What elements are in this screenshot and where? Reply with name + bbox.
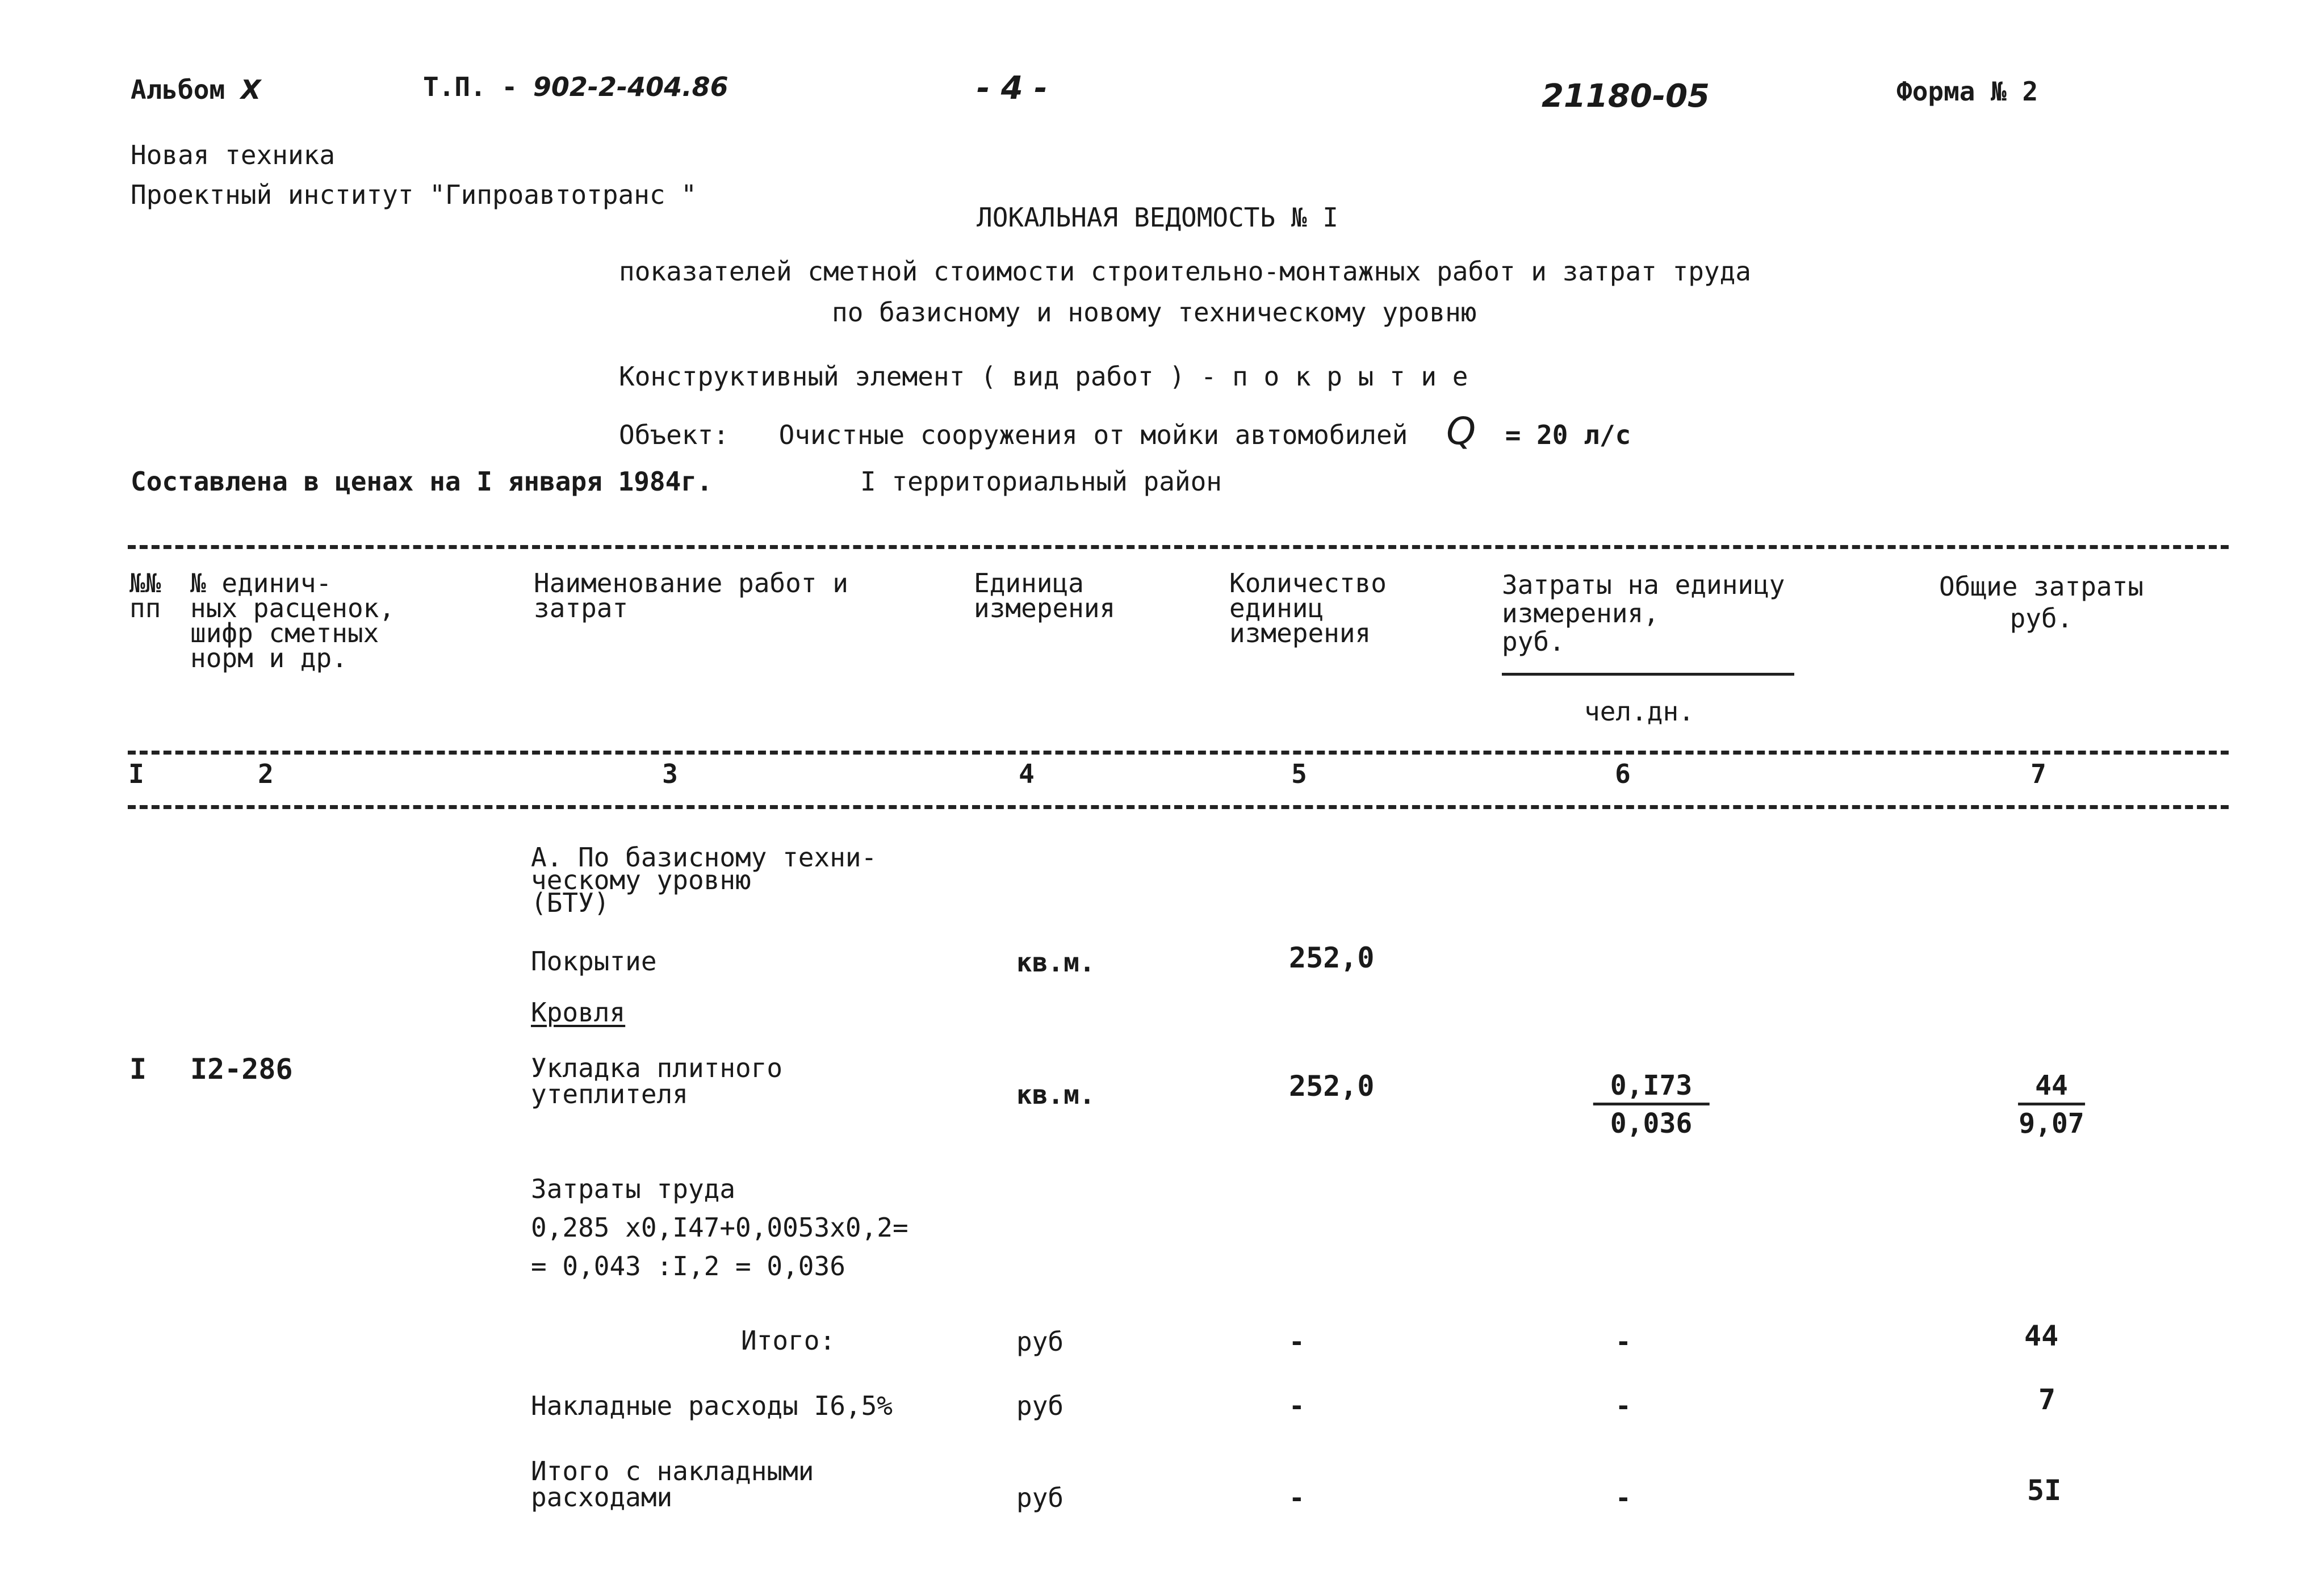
section-heading: А. По базисному техни- ческому уровню (БТУ) [531,842,877,918]
pokrytie-unit: кв.м. [1016,947,1095,978]
header-mid-divider [128,751,2229,755]
itogo-overhead-label: Итого с накладными расходами [531,1456,814,1513]
item-1-total-labor: 9,07 [2019,1108,2084,1140]
col-header-unit: Единица измерения [974,568,1116,623]
document-code: 21180-05 [1542,78,1710,115]
col-header-total: Общие затраты руб. [1938,571,2144,634]
col-header-unit-cost: Затраты на единицу измерения, руб. [1502,569,1785,657]
page-number: - 4 - [977,70,1048,107]
overhead-label: Накладные расходы I6,5% [531,1390,893,1421]
itogo-unit-cost: - [1615,1326,1631,1357]
item-1-number: I [129,1053,147,1086]
construction-element: Конструктивный элемент ( вид работ ) - п о к р ы т и е [619,361,1468,392]
itogo-label: Итого: [741,1325,836,1356]
itogo-overhead-unit-cost: - [1615,1482,1631,1513]
form-number: Форма № 2 [1896,76,2038,107]
org-line-1: Новая техника [131,140,336,170]
col-header-labor-days: чел.дн. [1584,696,1694,727]
album-number: X [240,74,261,105]
col-header-rate-code: № единич- ных расценок, шифр сметных норм и др. [190,568,395,673]
flow-symbol: Q [1446,409,1476,453]
subtitle-1-text: показателей сметной стоимости строительно-монтажных работ и затрат труда [619,256,1751,287]
col-header-number: №№ пп [129,568,161,623]
labor-calculation: Затраты труда 0,285 х0,I47+0,0053х0,2= = 0,043 :I,2 = 0,036 [531,1174,908,1281]
item-1-code: I2-286 [190,1053,293,1086]
org-line-2: Проектный институт "Гипроавтотранс " [131,179,697,210]
overhead-total: 7 [2038,1383,2056,1416]
item-1-unit: кв.м. [1016,1079,1095,1110]
itogo-unit: руб [1016,1326,1064,1357]
unit-cost-divider [1502,673,1794,676]
object-line [619,409,1631,453]
overhead-quantity: - [1289,1390,1305,1421]
item-1-name: Укладка плитного утеплителя [531,1053,783,1109]
header-bottom-divider [128,805,2229,809]
document-title: ЛОКАЛЬНАЯ ВЕДОМОСТЬ № I [977,202,1338,233]
col-num-7: 7 [2030,759,2046,789]
itogo-overhead-total: 5I [2027,1474,2062,1507]
pokrytie-name: Покрытие [531,946,657,977]
album-text: Альбом [131,74,225,105]
krovlya-subheading: Кровля [531,997,626,1028]
item-1-quantity: 252,0 [1289,1070,1375,1103]
col-header-quantity: Количество единиц измерения [1229,568,1387,648]
object-label: Объект: [619,420,729,450]
overhead-unit: руб [1016,1390,1064,1421]
itogo-total: 44 [2024,1319,2059,1352]
flow-value: = 20 л/с [1505,420,1631,450]
itogo-overhead-unit: руб [1016,1482,1064,1513]
col-num-3: 3 [662,759,678,789]
col-num-6: 6 [1615,759,1631,789]
overhead-unit-cost: - [1615,1390,1631,1421]
tp-number [423,74,728,100]
col-num-1: I [128,759,144,789]
pokrytie-quantity: 252,0 [1289,941,1375,974]
item-1-unit-cost-rub: 0,I73 [1593,1072,1710,1105]
subtitle-1 [619,256,1751,287]
item-1-total [2018,1070,2085,1140]
itogo-quantity: - [1289,1326,1305,1357]
col-num-4: 4 [1019,759,1035,789]
tp-prefix: Т.П. - [423,72,518,102]
header-top-divider [128,545,2229,549]
object-value: Очистные сооружения от мойки автомобилей [778,420,1408,450]
itogo-overhead-quantity: - [1289,1482,1305,1513]
item-1-unit-cost [1593,1070,1710,1140]
item-1-unit-cost-labor: 0,036 [1610,1108,1693,1140]
item-1-total-rub: 44 [2018,1072,2085,1105]
tp-code: 902-2-404.86 [533,72,728,102]
territorial-region: I территориальный район [860,466,1222,497]
col-header-work-name: Наименование работ и затрат [534,568,848,623]
album-label [131,74,261,105]
col-num-5: 5 [1291,759,1307,789]
prices-basis: Составлена в ценах на I января 1984г. [131,466,713,497]
col-num-2: 2 [258,759,274,789]
subtitle-2: по базисному и новому техническому уровню [832,297,1477,328]
